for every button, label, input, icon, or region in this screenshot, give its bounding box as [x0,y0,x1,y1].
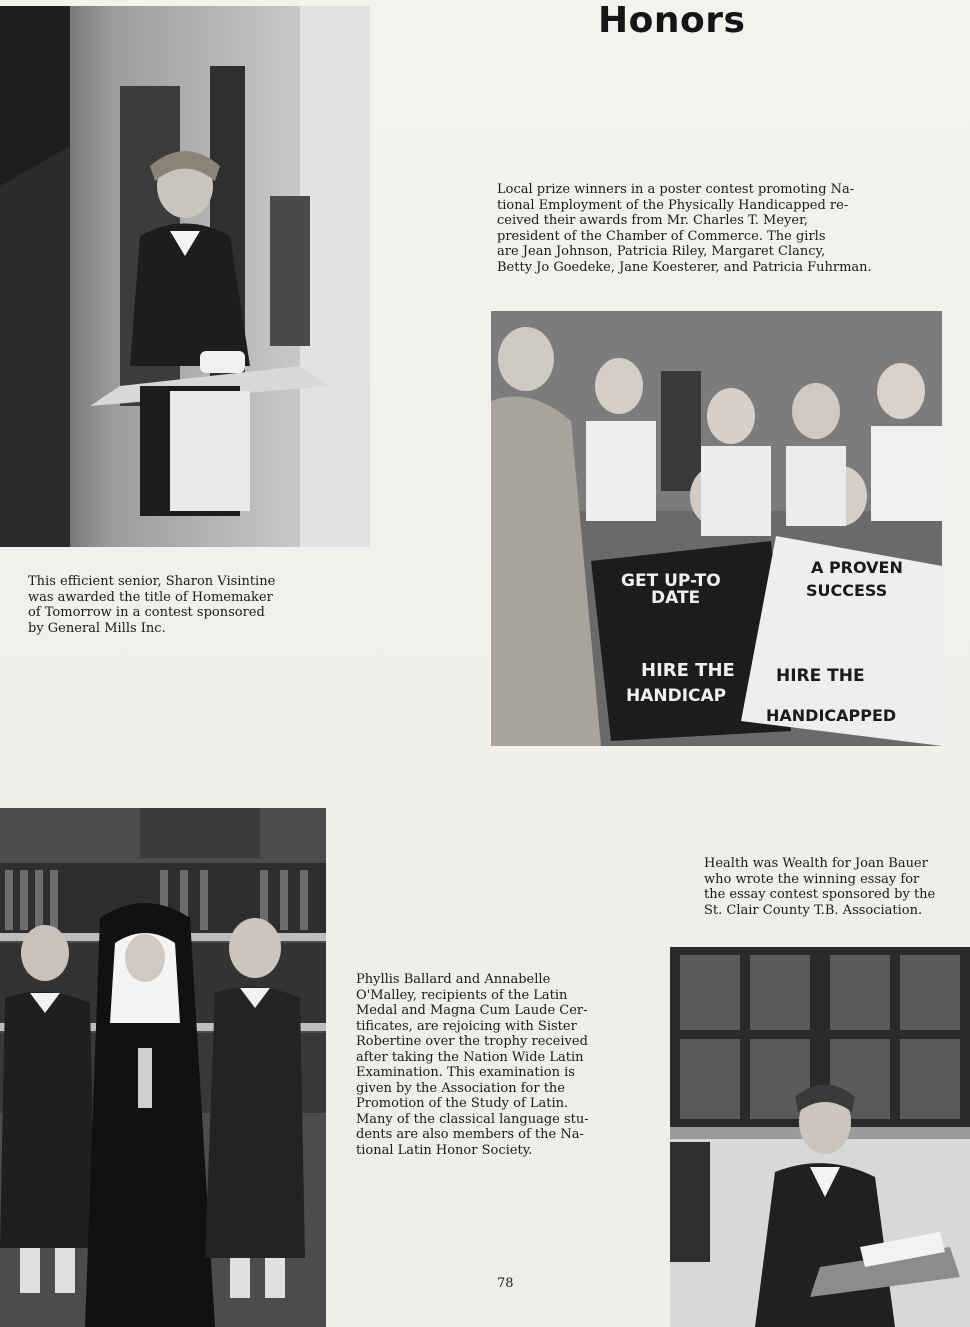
photo-homemaker-ironing [0,6,370,547]
photo-poster-contest [491,311,942,746]
essay-photo-graphic [670,947,970,1327]
poster-right-line1: A PROVEN [811,558,903,577]
page-title: Honors [598,0,746,41]
caption-homemaker: This efficient senior, Sharon Visintine was awarded the title of Homemaker of Tomorrow in a contest sponsored by General Mills Inc. [28,574,276,636]
poster-right-line3: HIRE THE [776,666,865,686]
poster-right-line2: SUCCESS [806,581,888,600]
poster-left-line3: HIRE THE [641,660,735,681]
page-number: 78 [497,1276,514,1291]
ironing-photo-graphic [0,6,370,547]
caption-health: Health was Wealth for Joan Bauer who wrote the winning essay for the essay contest sponsored by the St. Clair County T.B. Association. [704,856,936,918]
caption-latin: Phyllis Ballard and Annabelle O'Malley, recipients of the Latin Medal and Magna Cum Laude Cer- tificates, are rejoicing with Sister Robertine over the trophy received after taking the Nation Wide Latin Examination. This examination is given by the Association for the Promotion of the Study of Latin. Many of the classical language stu- dents are also members of the Na- tional Latin Honor Society. [356,972,589,1158]
poster-left-line2: DATE [651,588,701,608]
caption-poster-contest: Local prize winners in a poster contest promoting Na- tional Employment of the Physically Handicapped re- ceived their awards from Mr. Charles T. Meyer, president of the Chamber of Commerce. The girls are Jean Johnson, Patricia Riley, Margaret Clancy, Betty Jo Goedeke, Jane Koesterer, and Patricia Fuhrman. [497,182,872,275]
poster-photo-graphic [491,311,942,746]
poster-left-line1: GET UP-TO [621,571,721,591]
latin-photo-graphic [0,808,326,1327]
photo-latin-trophy [0,808,326,1327]
photo-essay-writer [670,947,970,1327]
poster-right-line4: HANDICAPPED [766,706,897,725]
poster-left-line4: HANDICAP [626,686,727,706]
